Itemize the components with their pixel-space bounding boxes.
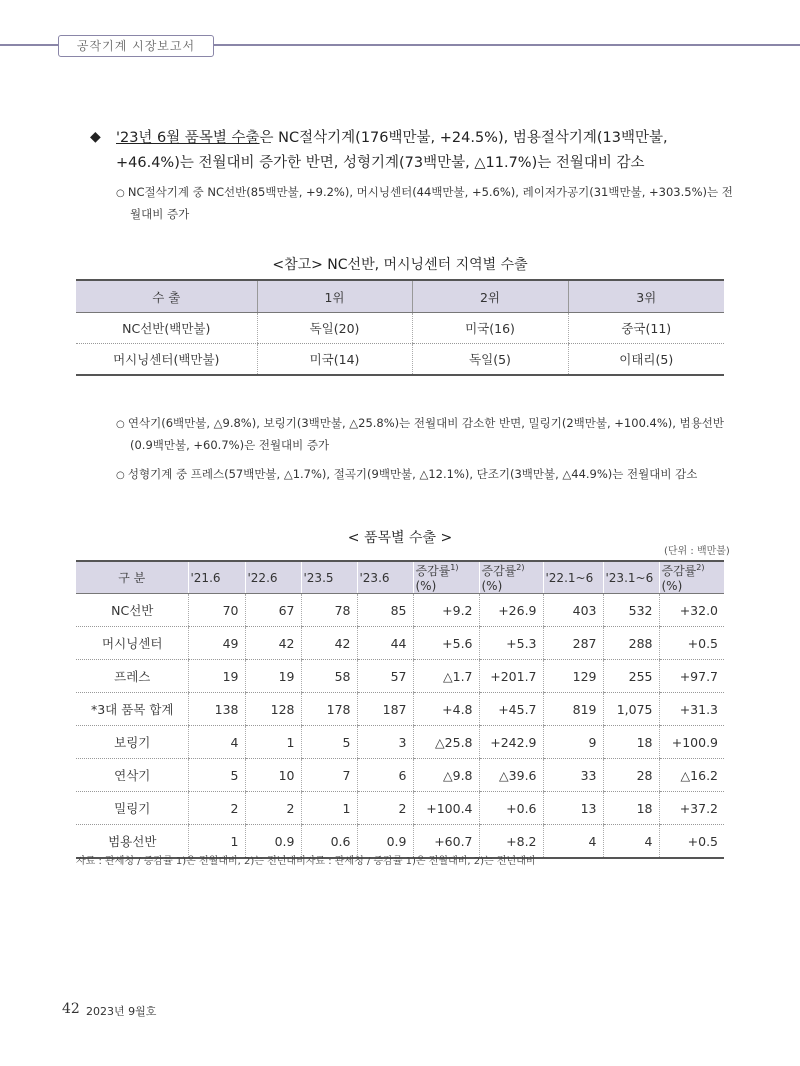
table-cell: △25.8 (413, 726, 479, 759)
row-label: *3대 품목 합계 (76, 693, 188, 726)
header-rule-left (0, 44, 58, 46)
table-cell: +97.7 (659, 660, 724, 693)
table-row (76, 313, 724, 344)
table-cell: 6 (357, 759, 413, 792)
col-header: '21.6 (188, 561, 245, 594)
table-cell: 2 (357, 792, 413, 825)
sub-bullet-text: 성형기계 중 프레스(57백만불, △1.7%), 절곡기(9백만불, △12.1%), 단조기(3백만불, △44.9%)는 전월대비 감소 (127, 467, 698, 481)
issue-label: 2023년 9월호 (86, 1005, 157, 1018)
table-cell: 4 (188, 726, 245, 759)
table-cell: 28 (603, 759, 659, 792)
table-cell: 0.9 (245, 825, 301, 859)
table-cell: 288 (603, 627, 659, 660)
row-label: 머시닝센터 (76, 627, 188, 660)
circle-bullet-icon: ○ (116, 470, 128, 481)
table-row (76, 660, 724, 693)
col-header: '22.6 (245, 561, 301, 594)
table-cell: 49 (188, 627, 245, 660)
col-header: '23.6 (357, 561, 413, 594)
table-cell: 70 (188, 594, 245, 627)
table-cell: +100.9 (659, 726, 724, 759)
table-row (76, 693, 724, 726)
col-header: '23.1~6 (603, 561, 659, 594)
circle-bullet-icon: ○ (116, 188, 128, 199)
table-cell: +60.7 (413, 825, 479, 859)
table-cell: 1 (188, 825, 245, 859)
table-cell: 9 (543, 726, 603, 759)
table-cell: 18 (603, 792, 659, 825)
diamond-bullet-icon: ◆ (90, 129, 101, 145)
table-cell: 403 (543, 594, 603, 627)
table-row (76, 594, 724, 627)
row-label: 범용선반 (108, 834, 157, 849)
table-cell: +201.7 (479, 660, 543, 693)
col-header: 구 분 (76, 561, 188, 594)
row-label: NC선반 (76, 594, 188, 627)
sub-bullet-3 (116, 464, 742, 486)
table-cell: 5 (301, 726, 357, 759)
table-cell: 255 (603, 660, 659, 693)
main-bullet-text: 은 NC절삭기계(176백만불, +24.5%), 범용절삭기계(13백만불, +46.4%)는 전월대비 증가한 반면, 성형기계(73백만불, △11.7%)는 전월대비 감소 (116, 130, 668, 171)
table-cell: 4 (543, 825, 603, 859)
header-rule-right (214, 44, 800, 46)
sub-bullet-2 (116, 413, 742, 456)
table-cell: △16.2 (659, 759, 724, 792)
source-note: 자료 : 관세청 / 증감률 1)은 전월대비, 2)는 전년대비자료 : 관세청 / 증감률 1)은 전월대비, 2)는 전년대비 (76, 856, 536, 867)
table-cell: 5 (188, 759, 245, 792)
table-cell: 42 (301, 627, 357, 660)
table-cell: 85 (357, 594, 413, 627)
table-row (76, 726, 724, 759)
table-cell: △1.7 (413, 660, 479, 693)
table-row (76, 627, 724, 660)
row-label: 프레스 (76, 660, 188, 693)
table-cell: 187 (357, 693, 413, 726)
table-cell: 1 (301, 792, 357, 825)
table-cell: 819 (543, 693, 603, 726)
circle-bullet-icon: ○ (116, 419, 128, 430)
ref-cell: 중국(11) (568, 313, 724, 344)
ref-table-title: <참고> NC선반, 머시닝센터 지역별 수출 (272, 257, 528, 273)
row-label: 연삭기 (76, 759, 188, 792)
ref-col-header: 3위 (568, 280, 724, 313)
col-header: '22.1~6 (543, 561, 603, 594)
table-cell: 532 (603, 594, 659, 627)
table-cell: 58 (301, 660, 357, 693)
ref-cell: 이태리(5) (568, 344, 724, 376)
table-cell: 0.9 (357, 825, 413, 859)
table-cell: 0.6 (301, 825, 357, 859)
ref-cell: NC선반(백만불) (76, 313, 257, 344)
ref-col-header: 1위 (257, 280, 412, 313)
table-cell: 129 (543, 660, 603, 693)
table-cell: 287 (543, 627, 603, 660)
table-cell: 7 (301, 759, 357, 792)
sub-bullet-text: 연삭기(6백만불, △9.8%), 보링기(3백만불, △25.8%)는 전월대비 감소한 반면, 밀링기(2백만불, +100.4%), 범용선반(0.9백만불, +60.7%)은 전월대비 증가 (127, 416, 725, 452)
ref-table (76, 279, 724, 376)
table-cell: 44 (357, 627, 413, 660)
table-cell: 33 (543, 759, 603, 792)
table-row (76, 759, 724, 792)
table-cell: +4.8 (413, 693, 479, 726)
table-row (76, 792, 724, 825)
row-label: 밀링기 (76, 792, 188, 825)
col-header: 증감률$^{2)}$(%) (479, 561, 543, 594)
table-cell: △9.8 (413, 759, 479, 792)
unit-label: (단위 : 백만불) (664, 546, 730, 557)
table-cell: 42 (245, 627, 301, 660)
table-cell: 10 (245, 759, 301, 792)
table-cell: 2 (188, 792, 245, 825)
main-bullet-paragraph (116, 126, 736, 176)
col-header: '23.5 (301, 561, 357, 594)
main-table-header-row (76, 561, 724, 594)
main-table-title: < 품목별 수출 > (347, 530, 453, 546)
sub-bullet-text: NC절삭기계 중 NC선반(85백만불, +9.2%), 머시닝센터(44백만불, +5.6%), 레이저가공기(31백만불, +303.5%)는 전월대비 증가 (127, 185, 733, 221)
table-cell: +5.3 (479, 627, 543, 660)
table-cell: 13 (543, 792, 603, 825)
table-cell: 1 (245, 726, 301, 759)
ref-cell: 미국(16) (412, 313, 568, 344)
ref-cell: 독일(20) (257, 313, 412, 344)
ref-table-header-row (76, 280, 724, 313)
table-cell: 67 (245, 594, 301, 627)
col-header: 증감률$^{2)}$(%) (659, 561, 724, 594)
table-cell: +37.2 (659, 792, 724, 825)
table-cell: +0.5 (659, 825, 724, 859)
row-label: 보링기 (76, 726, 188, 759)
table-cell: +242.9 (479, 726, 543, 759)
table-cell: 4 (603, 825, 659, 859)
table-cell: 78 (301, 594, 357, 627)
section-title-tab: 공작기계 시장보고서 (58, 35, 214, 57)
table-cell: 3 (357, 726, 413, 759)
table-cell: 19 (188, 660, 245, 693)
table-cell: +0.6 (479, 792, 543, 825)
table-cell: 18 (603, 726, 659, 759)
table-cell: +45.7 (479, 693, 543, 726)
table-cell: △39.6 (479, 759, 543, 792)
ref-cell: 독일(5) (412, 344, 568, 376)
table-cell: 19 (245, 660, 301, 693)
table-cell: 57 (357, 660, 413, 693)
table-cell: 2 (245, 792, 301, 825)
table-cell: +8.2 (479, 825, 543, 859)
table-cell: +0.5 (659, 627, 724, 660)
ref-col-header: 수 출 (76, 280, 257, 313)
main-bullet-lead: '23년 6월 품목별 수출 (116, 130, 260, 146)
table-row (76, 344, 724, 376)
table-cell: +32.0 (659, 594, 724, 627)
ref-col-header: 2위 (412, 280, 568, 313)
table-cell: 128 (245, 693, 301, 726)
table-cell: +26.9 (479, 594, 543, 627)
product-export-table (76, 560, 724, 859)
table-cell: 178 (301, 693, 357, 726)
table-cell: +5.6 (413, 627, 479, 660)
col-header: 증감률$^{1)}$(%) (413, 561, 479, 594)
ref-cell: 머시닝센터(백만불) (113, 352, 220, 367)
ref-cell: 미국(14) (257, 344, 412, 376)
sub-bullet-1 (116, 182, 742, 225)
table-cell: 1,075 (603, 693, 659, 726)
table-cell: +100.4 (413, 792, 479, 825)
table-cell: +31.3 (659, 693, 724, 726)
table-cell: +9.2 (413, 594, 479, 627)
table-cell: 138 (188, 693, 245, 726)
page-number: 42 (62, 1001, 80, 1017)
